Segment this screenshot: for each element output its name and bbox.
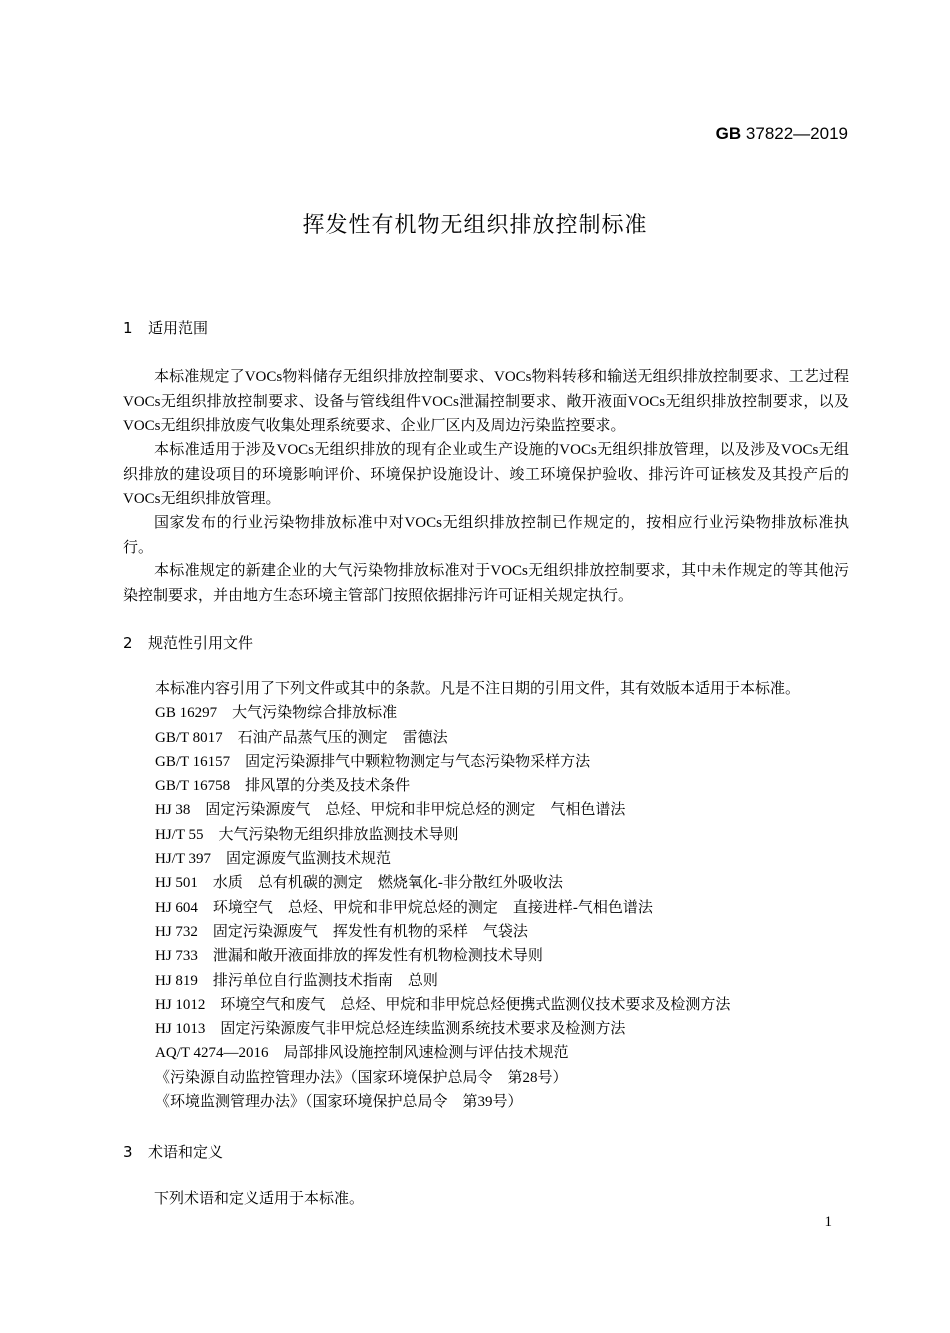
section-number: 1 <box>123 319 133 337</box>
section-number: 2 <box>123 634 133 652</box>
document-title: 挥发性有机物无组织排放控制标准 <box>302 213 648 238</box>
reference-item: GB/T 16758 排风罩的分类及技术条件 <box>155 778 411 795</box>
scope-paragraph-4: 本标准规定的新建企业的大气污染物排放标准对于VOCs无组织排放控制要求，其中未作规定的等其他污染控制要求，并由地方生态环境主管部门按照依据排污许可证相关规定执行。 <box>123 563 849 604</box>
reference-item: HJ 1013 固定污染源废气非甲烷总烃连续监测系统技术要求及检测方法 <box>155 1021 626 1038</box>
standard-code: 37822—2019 <box>745 124 848 143</box>
reference-item: 《污染源自动监控管理办法》（国家环境保护总局令 第28号） <box>155 1069 568 1086</box>
section-heading-terms <box>123 1141 223 1162</box>
reference-item: HJ 38 固定污染源废气 总烃、甲烷和非甲烷总烃的测定 气相色谱法 <box>155 802 626 819</box>
reference-item: GB 16297 大气污染物综合排放标准 <box>155 705 398 722</box>
scope-paragraph-2: 本标准适用于涉及VOCs无组织排放的现有企业或生产设施的VOCs无组织排放管理，以及涉及VOCs无组织排放的建设项目的环境影响评价、环境保护设施设计、竣工环境保护验收、排污许可证核发及其投产后的VOCs无组织排放管理。 <box>123 442 849 507</box>
standard-number <box>716 124 848 144</box>
reference-item: AQ/T 4274—2016 局部排风设施控制风速检测与评估技术规范 <box>155 1045 569 1062</box>
reference-item: HJ 501 水质 总有机碳的测定 燃烧氧化-非分散红外吸收法 <box>155 875 563 892</box>
section-heading-references <box>123 632 253 653</box>
reference-item: HJ 733 泄漏和敞开液面排放的挥发性有机物检测技术导则 <box>155 948 543 965</box>
reference-item: HJ 732 固定污染源废气 挥发性有机物的采样 气袋法 <box>155 923 528 940</box>
reference-item: HJ 1012 环境空气和废气 总烃、甲烷和非甲烷总烃便携式监测仪技术要求及检测方法 <box>155 996 731 1013</box>
reference-item: HJ 604 环境空气 总烃、甲烷和非甲烷总烃的测定 直接进样-气相色谱法 <box>155 899 653 916</box>
standard-prefix: GB <box>715 124 742 143</box>
reference-item: GB/T 8017 石油产品蒸气压的测定 雷德法 <box>155 729 448 746</box>
reference-item: HJ/T 397 固定源废气监测技术规范 <box>155 851 391 868</box>
scope-paragraph-1: 本标准规定了VOCs物料储存无组织排放控制要求、VOCs物料转移和输送无组织排放控制要求、工艺过程VOCs无组织排放控制要求、设备与管线组件VOCs泄漏控制要求、敞开液面VOCs无组织排放控制要求，以及VOCs无组织排放废气收集处理系统要求、企业厂区内及周边污染监控要求。 <box>123 369 849 434</box>
reference-list <box>155 677 800 1114</box>
reference-item: GB/T 16157 固定污染源排气中颗粒物测定与气态污染物采样方法 <box>155 753 591 770</box>
terms-intro: 下列术语和定义适用于本标准。 <box>154 1191 365 1207</box>
section-number: 3 <box>123 1143 133 1161</box>
page-number: 1 <box>824 1214 832 1230</box>
reference-item: HJ/T 55 大气污染物无组织排放监测技术导则 <box>155 826 459 843</box>
reference-item: HJ 819 排污单位自行监测技术指南 总则 <box>155 972 438 989</box>
section-heading-scope <box>123 317 208 338</box>
section-title: 术语和定义 <box>148 1143 224 1161</box>
references-intro: 本标准内容引用了下列文件或其中的条款。凡是不注日期的引用文件，其有效版本适用于本标准。 <box>155 681 801 697</box>
section-title: 适用范围 <box>148 319 209 337</box>
reference-item: 《环境监测管理办法》（国家环境保护总局令 第39号） <box>155 1094 523 1111</box>
section-title: 规范性引用文件 <box>148 634 254 652</box>
scope-paragraph-3: 国家发布的行业污染物排放标准中对VOCs无组织排放控制已作规定的，按相应行业污染物排放标准执行。 <box>123 515 849 556</box>
